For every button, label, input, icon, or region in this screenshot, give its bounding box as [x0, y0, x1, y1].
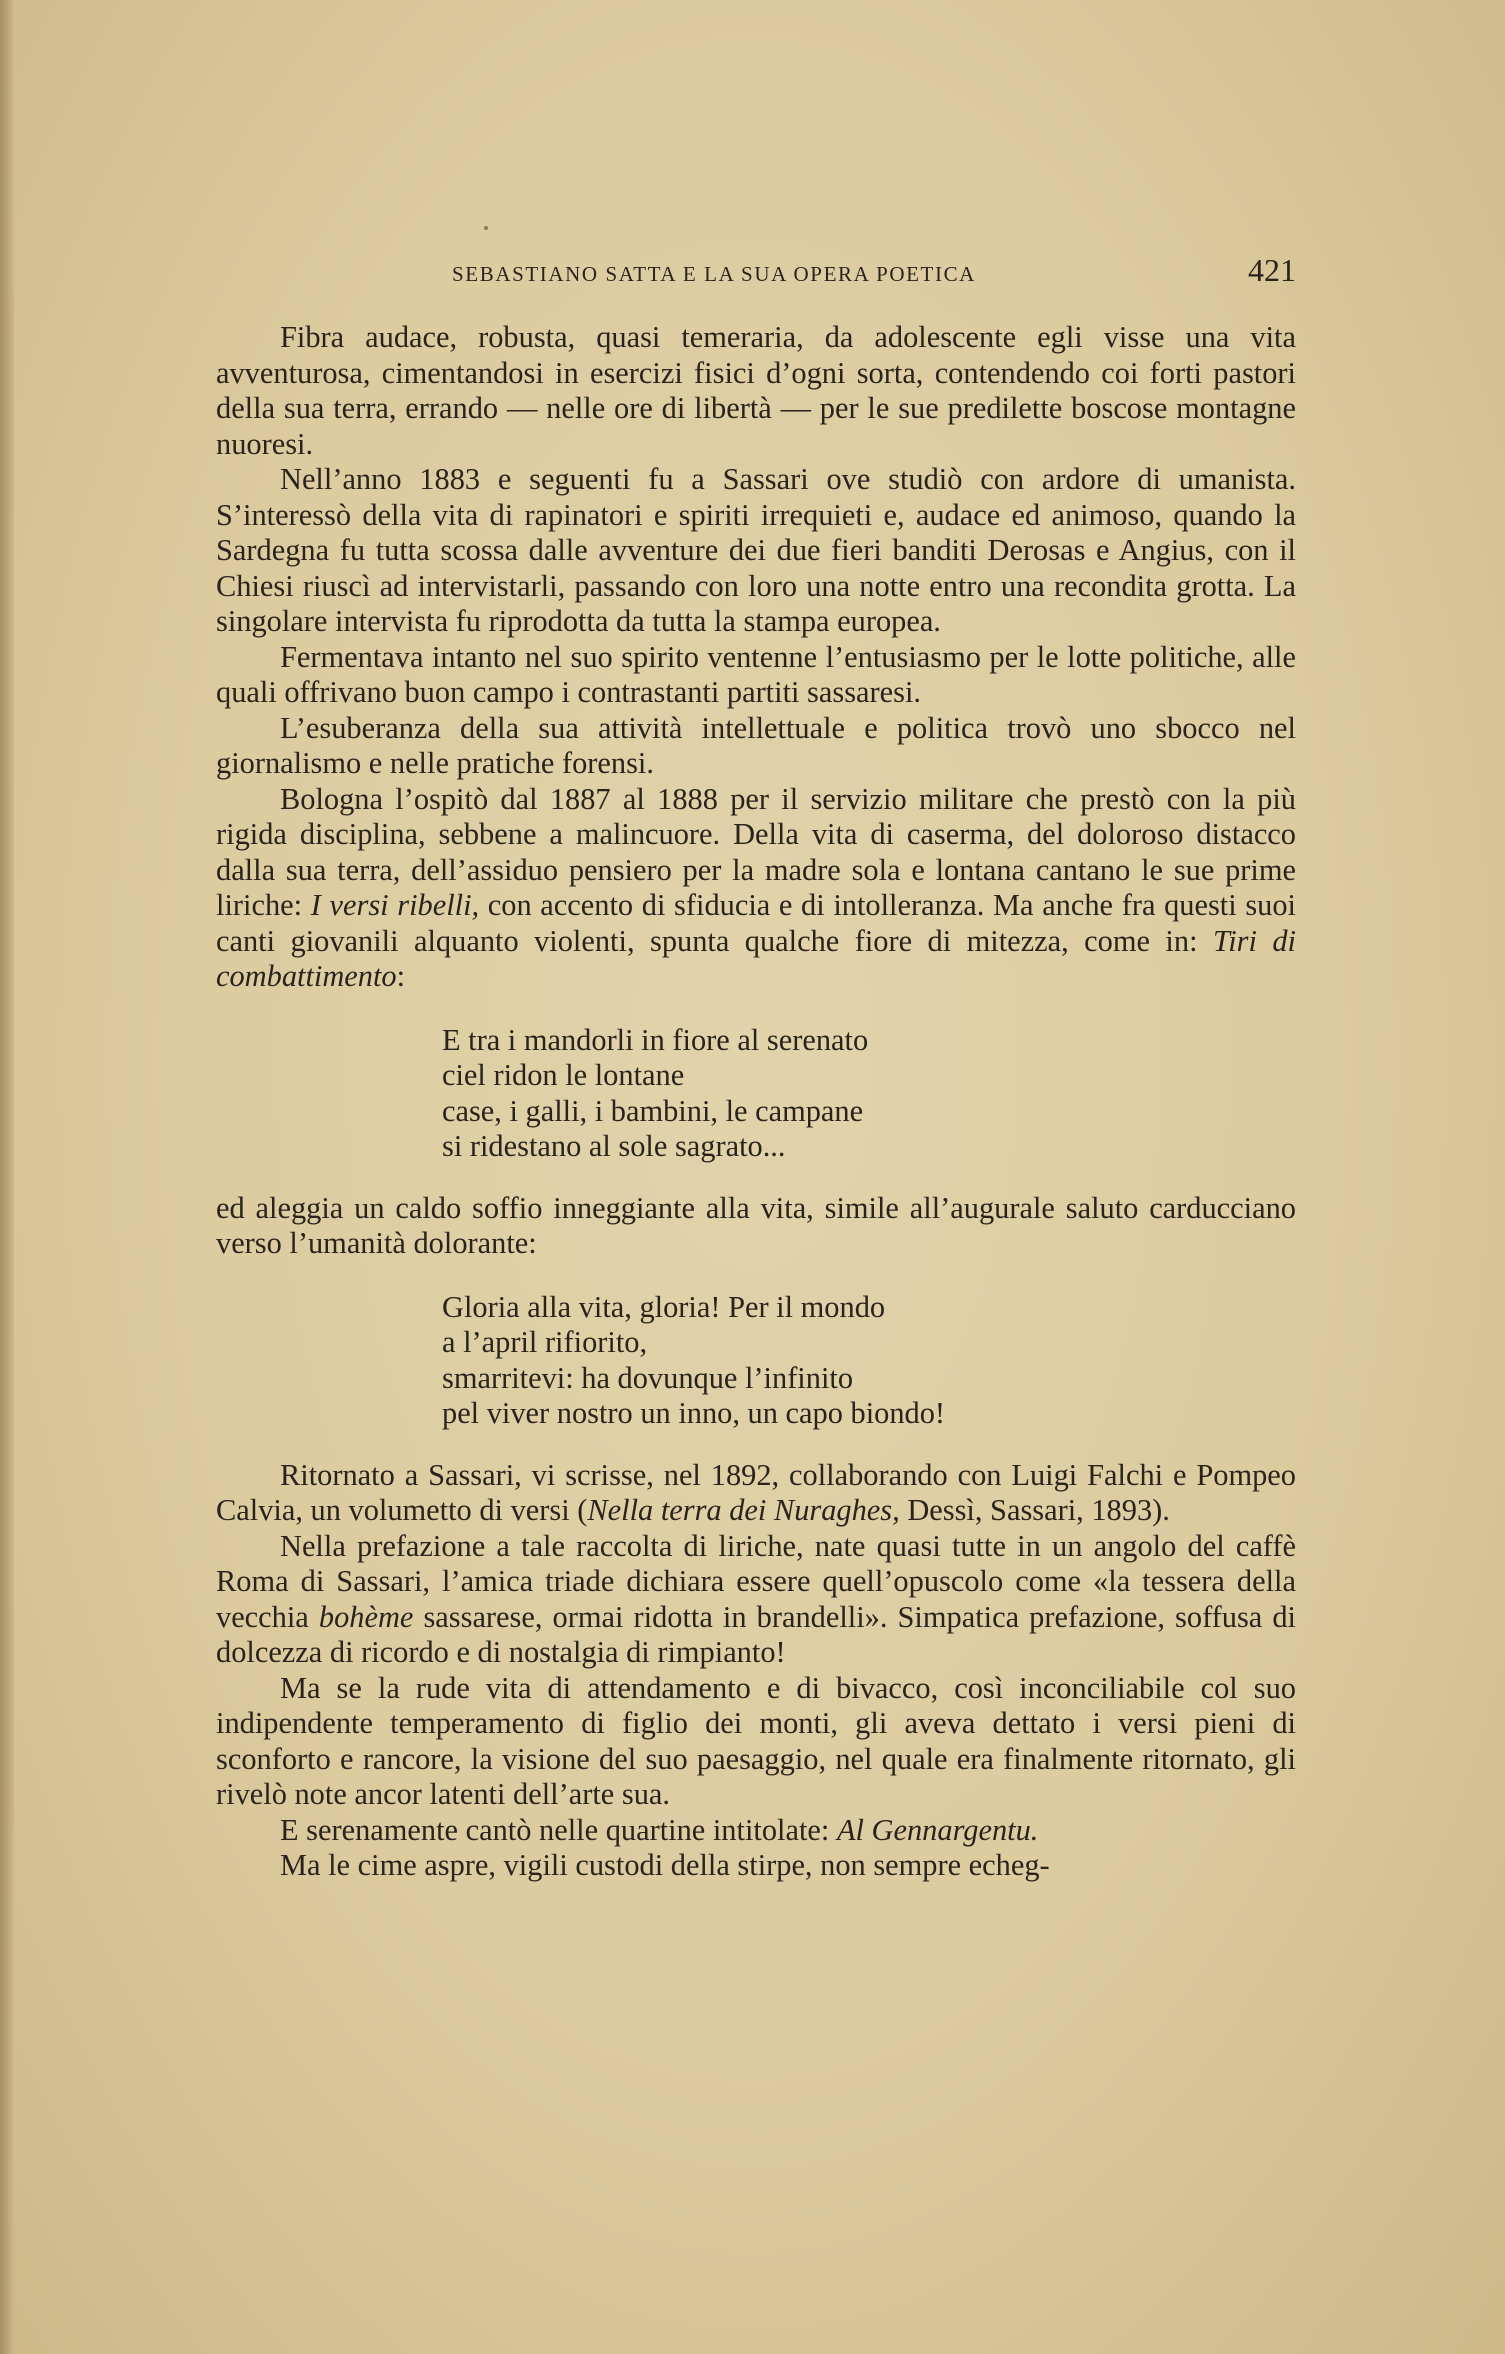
work-title: Al Gennargentu.	[836, 1812, 1039, 1847]
work-title: I versi ribelli,	[310, 888, 480, 922]
verse-line: pel viver nostro un inno, un capo biondo!	[442, 1396, 946, 1430]
paragraph: L’esuberanza della sua attività intellettuale e politica trovò uno sbocco nel giornalismo e nelle pratiche forensi.	[216, 710, 1296, 780]
work-title: bohème	[318, 1599, 414, 1634]
verse-line: Gloria alla vita, gloria! Per il mondo	[442, 1289, 886, 1324]
paragraph: ed aleggia un caldo soffio inneggiante alla vita, simile all’augurale saluto carducciano verso l’umanità dolorante:	[216, 1190, 1296, 1260]
page-edge	[0, 0, 14, 2354]
page-header	[216, 252, 1296, 296]
verse-line: case, i galli, i bambini, le campane	[442, 1093, 864, 1128]
paragraph-text: con accento di sfiducia e di intolleranza. Ma anche fra questi suoi canti giovanili alquanto violenti, spunta qualche fiore di mitezza, come in:	[216, 888, 1296, 958]
paragraph-text: Ritornato a Sassari, vi scrisse, nel 1892, collaborando con Luigi Falchi e Pompeo Calvia, un volumetto di versi (	[216, 1457, 1296, 1527]
article-body	[216, 320, 1296, 1884]
paper-speck	[484, 226, 488, 230]
verse-line: smarritevi: ha dovunque l’infinito	[442, 1360, 854, 1395]
verse-line: ciel ridon le lontane	[442, 1058, 685, 1092]
work-title: Tiri di combattimento	[216, 923, 1296, 993]
paragraph	[216, 1813, 1296, 1849]
paragraph: Fermentava intanto nel suo spirito ventenne l’entusiasmo per le lotte politiche, alle quali offrivano buon campo i contrastanti partiti sassaresi.	[216, 639, 1296, 709]
paragraph-text: :	[396, 959, 406, 993]
paragraph-text: Dessì, Sassari, 1893).	[899, 1493, 1170, 1527]
running-title: SEBASTIANO SATTA E LA SUA OPERA POETICA	[452, 262, 976, 286]
verse-quote	[442, 1290, 1296, 1432]
verse-line: a l’april rifiorito,	[442, 1325, 648, 1359]
paragraph	[216, 1529, 1296, 1671]
verse-quote	[442, 1023, 1296, 1165]
paragraph-text: E serenamente cantò nelle quartine intitolate:	[280, 1812, 837, 1847]
paragraph	[216, 1458, 1296, 1529]
verse-line: E tra i mandorli in fiore al serenato	[442, 1022, 869, 1057]
page-number: 421	[1248, 252, 1296, 288]
paragraph-text: Nella prefazione a tale raccolta di liriche, nate quasi tutte in un angolo del caffè Roma di Sassari, l’amica triade dichiara essere quell’opuscolo come «la tessera della vecchia	[216, 1528, 1296, 1634]
paragraph: Ma le cime aspre, vigili custodi della stirpe, non sempre echeg-	[280, 1848, 1050, 1882]
paragraph: Ma se la rude vita di attendamento e di bivacco, così inconciliabile col suo indipendente temperamento di figlio dei monti, gli aveva dettato i versi pieni di sconforto e rancore, la visione del suo paesaggio, nel quale era finalmente ritornato, gli rivelò note ancor latenti dell’arte sua.	[216, 1670, 1296, 1811]
paragraph: Nell’anno 1883 e seguenti fu a Sassari ove studiò con ardore di umanista. S’interessò della vita di rapinatori e spiriti irrequieti e, audace ed animoso, quando la Sardegna fu tutta scossa dalle avventure dei due fieri banditi Derosas e Angius, con il Chiesi riuscì ad intervistarli, passando con loro una notte entro una recondita grotta. La singolare intervista fu riprodotta da tutta la stampa europea.	[216, 462, 1296, 638]
paragraph: Fibra audace, robusta, quasi temeraria, da adolescente egli visse una vita avventurosa, cimentandosi in esercizi fisici d’ogni sorta, contendendo coi forti pastori della sua terra, errando — nelle ore di libertà — per le sue predilette boscose montagne nuoresi.	[216, 320, 1296, 461]
paragraph-text: sassarese, ormai ridotta in brandelli». Simpatica prefazione, soffusa di dolcezza di ricordo e di nostalgia di rimpianto!	[216, 1599, 1296, 1669]
paragraph-text: Bologna l’ospitò dal 1887 al 1888 per il servizio militare che prestò con la più rigida disciplina, sebbene a malincuore. Della vita di caserma, del doloroso distacco dalla sua terra, dell’assiduo pensiero per la madre sola e lontana cantano le sue prime liriche:	[216, 781, 1296, 922]
verse-line: si ridestano al sole sagrato...	[442, 1129, 786, 1163]
paragraph	[216, 782, 1296, 995]
work-title: Nella terra dei Nuraghes,	[587, 1493, 900, 1527]
